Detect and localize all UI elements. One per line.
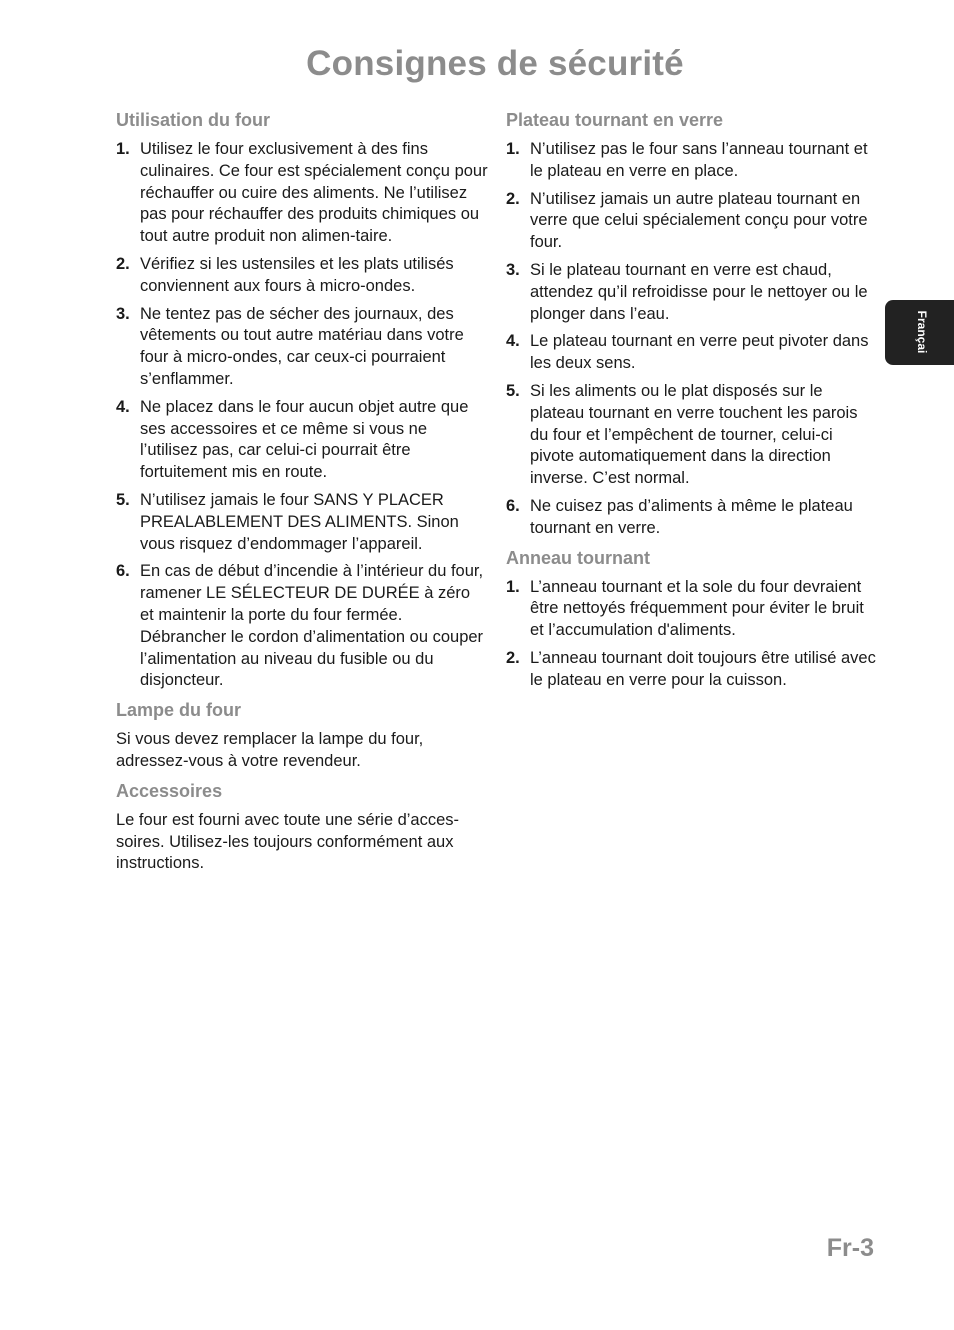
item-text: N’utilisez jamais un autre plateau tournant en verre que celui spécialement conçu pour votre four. [530, 189, 868, 252]
language-tab-label: Françai [915, 310, 929, 354]
list-item [116, 304, 488, 391]
item-text: Ne tentez pas de sécher des journaux, des vêtements ou tout autre matériau dans votre four à micro-ondes, car ceux-ci pourraient s’enflammer. [140, 304, 464, 388]
right-column [506, 108, 878, 698]
list-item [116, 561, 488, 692]
page-number: Fr-3 [826, 1234, 874, 1262]
item-text: Si les aliments ou le plat disposés sur le plateau tournant en verre touchent les parois du four et l’empêchent de tourner, celui-ci pivote automatiquement dans la direction inverse. C’est normal. [530, 381, 858, 488]
list-item [506, 496, 878, 540]
list-item [506, 648, 878, 692]
item-number: 4. [116, 397, 130, 416]
item-number: 6. [506, 496, 520, 515]
item-number: 1. [506, 140, 520, 158]
item-number: 5. [506, 381, 520, 400]
section-utilisation [116, 108, 488, 692]
item-text: Ne cuisez pas d’aliments à même le plateau tournant en verre. [530, 496, 853, 537]
language-tab [885, 300, 954, 365]
lampe-text: Si vous devez remplacer la lampe du four, adressez-vous à votre revendeur. [116, 730, 424, 770]
item-number: 1. [506, 577, 520, 596]
left-column [116, 108, 488, 881]
section-lampe [116, 698, 488, 773]
item-number: 5. [116, 490, 130, 509]
item-number: 3. [116, 304, 130, 323]
plateau-list [506, 139, 878, 540]
section-heading-accessoires: Accessoires [116, 780, 223, 801]
item-text: Ne placez dans le four aucun objet autre que ses accessoires et ce même si vous ne l’utilisez pas, car celui-ci pourrait être fortuitement mis en route. [140, 397, 469, 482]
section-plateau [506, 108, 878, 540]
page-title: Consignes de sécurité [306, 44, 684, 83]
section-heading-utilisation: Utilisation du four [116, 110, 270, 130]
section-heading-lampe: Lampe du four [116, 700, 241, 721]
item-text: Vérifiez si les ustensiles et les plats utilisés conviennent aux fours à micro-ondes. [140, 254, 454, 295]
item-number: 2. [506, 648, 520, 667]
list-item [116, 490, 488, 555]
item-text: Si le plateau tournant en verre est chaud, attendez qu’il refroidisse pour le nettoyer ou le plonger dans l’eau. [530, 260, 868, 323]
anneau-list [506, 577, 878, 692]
item-text: Utilisez le four exclusivement à des fins culinaires. Ce four est spécialement conçu pour réchauffer ou cuire des aliments. Ne l’utilisez pas pour réchauffer des produits chimiques ou tout autre produit non alimen-taire. [140, 140, 488, 246]
item-text: Le plateau tournant en verre peut pivoter dans les deux sens. [530, 332, 869, 373]
item-number: 3. [506, 260, 520, 279]
list-item [506, 260, 878, 325]
item-number: 6. [116, 562, 130, 581]
item-text: L’anneau tournant et la sole du four devraient être nettoyés fréquemment pour éviter le bruit et l’accumulation d'aliments. [530, 577, 864, 640]
section-heading-plateau: Plateau tournant en verre [506, 110, 724, 130]
section-accessoires [116, 779, 488, 875]
list-item [506, 189, 878, 254]
section-heading-anneau: Anneau tournant [506, 547, 650, 568]
item-text: L’anneau tournant doit toujours être utilisé avec le plateau en verre pour la cuisson. [530, 648, 876, 689]
utilisation-list [116, 139, 488, 692]
item-number: 4. [506, 332, 520, 351]
item-number: 2. [116, 254, 130, 273]
list-item [116, 254, 488, 298]
accessoires-text: Le four est fourni avec toute une série d’acces-soires. Utilisez-les toujours conformément aux instructions. [116, 810, 460, 873]
section-anneau [506, 546, 878, 692]
list-item [506, 331, 878, 375]
list-item [506, 139, 878, 183]
item-text: En cas de début d’incendie à l’intérieur du four, ramener LE SÉLECTEUR DE DURÉE à zéro et maintenir la porte du four fermée. Débrancher le cordon d’alimentation ou couper l’alimentation au niveau du fusible ou du disjoncteur. [140, 562, 484, 690]
item-text: N’utilisez jamais le four SANS Y PLACER PREALABLEMENT DES ALIMENTS. Sinon vous risquez d’endommager l’appareil. [140, 490, 459, 553]
item-number: 1. [116, 140, 130, 158]
list-item [506, 577, 878, 642]
list-item [116, 139, 488, 248]
list-item [116, 397, 488, 484]
item-text: N’utilisez pas le four sans l’anneau tournant et le plateau en verre en place. [530, 140, 868, 180]
item-number: 2. [506, 189, 520, 208]
list-item [506, 381, 878, 490]
